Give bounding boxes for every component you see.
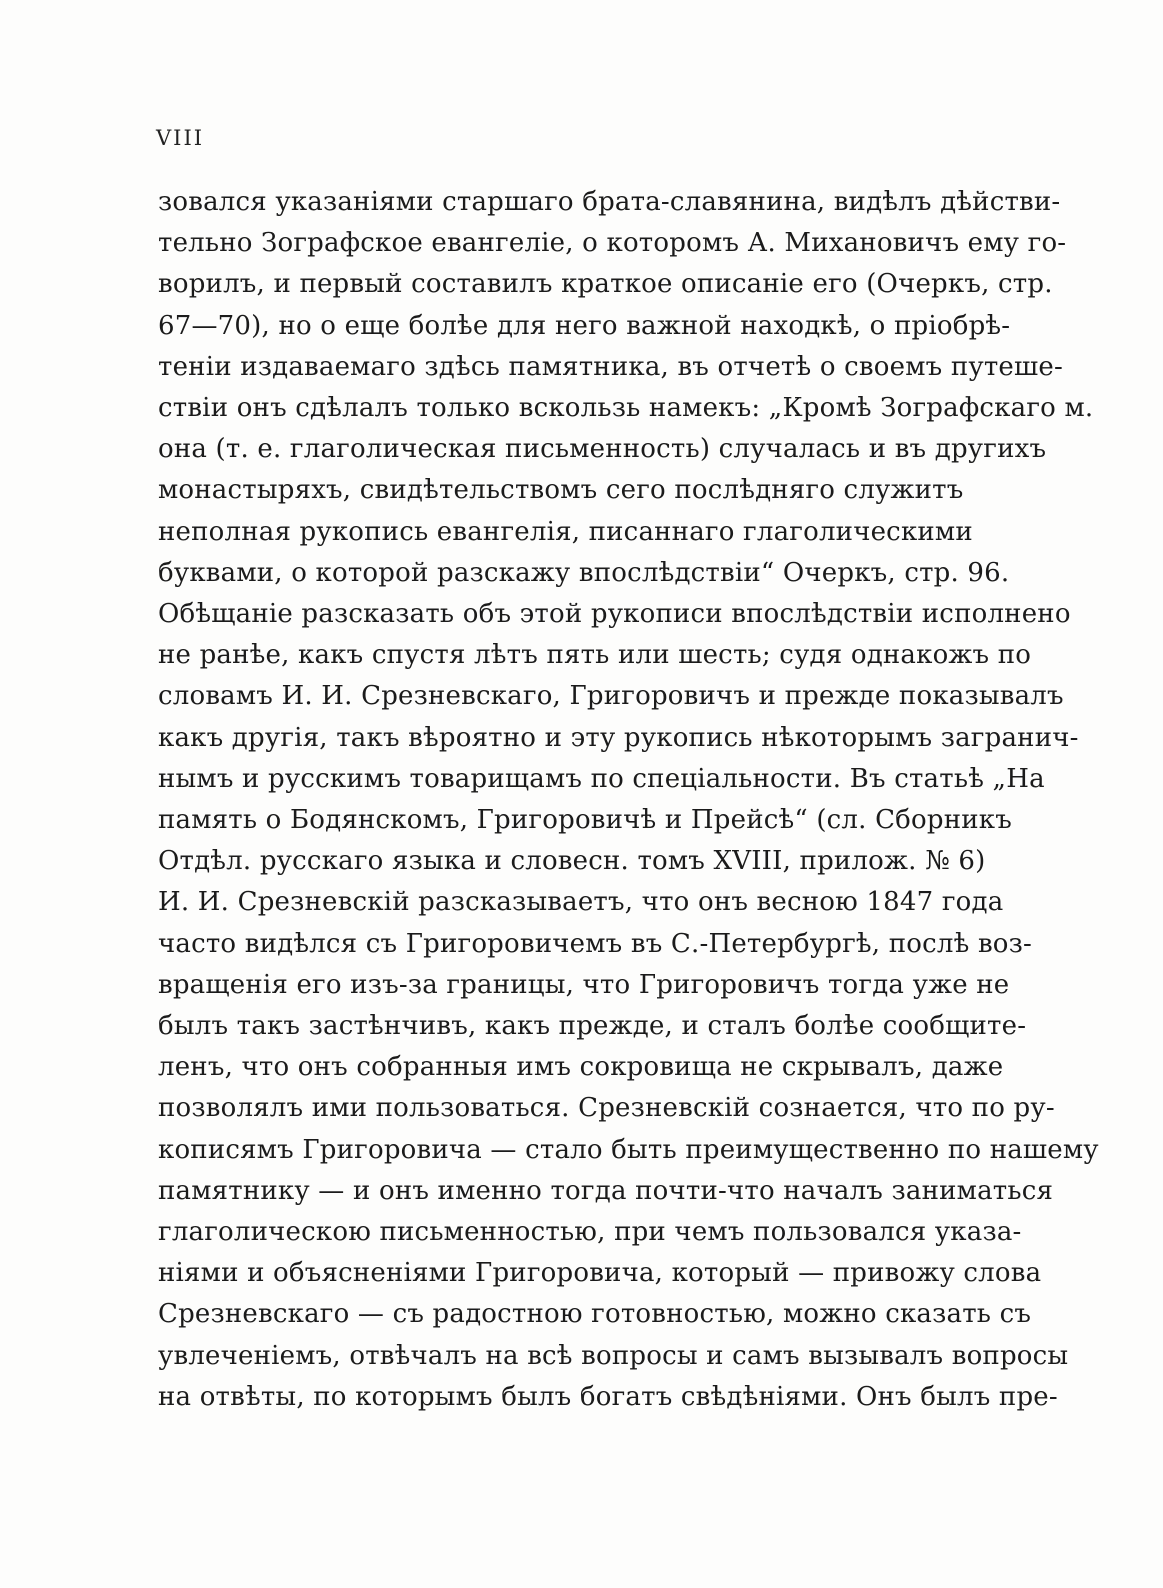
text-line: нымъ и русскимъ товарищамъ по спеціальности. Въ статьѣ „На <box>158 763 1045 794</box>
text-line: кописямъ Григоровича — стало быть преимущественно по нашему <box>158 1134 1099 1165</box>
text-line: вращенія его изъ-за границы, что Григоровичъ тогда уже не <box>158 969 1010 1000</box>
text-line: часто видѣлся съ Григоровичемъ въ С.-Петербургѣ, послѣ воз- <box>158 928 1033 959</box>
text-line: ніями и объясненіями Григоровича, который — привожу слова <box>158 1258 1042 1289</box>
text-line: памятнику — и онъ именно тогда почти-что началъ заниматься <box>158 1175 1054 1206</box>
text-line: тельно Зографское евангеліе, о которомъ А. Михановичъ ему го- <box>158 228 1067 259</box>
text-line: былъ такъ застѣнчивъ, какъ прежде, и сталъ болѣе сообщите- <box>158 1011 1027 1042</box>
text-line: зовался указаніями старшаго брата-славянина, видѣлъ дѣйстви- <box>158 187 1061 217</box>
text-line: ствіи онъ сдѣлалъ только вскользь намекъ: „Кромѣ Зографскаго м. <box>158 393 1094 424</box>
text-line: Обѣщаніе разсказать объ этой рукописи впослѣдствіи исполнено <box>158 599 1071 630</box>
text-line: она (т. е. глаголическая письменность) случалась и въ другихъ <box>158 434 1047 465</box>
text-line: память о Бодянскомъ, Григоровичѣ и Прейсѣ“ (сл. Сборникъ <box>158 805 1012 836</box>
page-number: VIII <box>156 126 205 150</box>
text-line: ворилъ, и первый составилъ краткое описаніе его (Очеркъ, стр. <box>158 269 1053 300</box>
text-line: позволялъ ими пользоваться. Срезневскій сознается, что по ру- <box>158 1093 1055 1124</box>
text-line: 67—70), но о еще болѣе для него важной находкѣ, о пріобрѣ- <box>158 310 1011 341</box>
text-line: монастыряхъ, свидѣтельствомъ сего послѣдняго служитъ <box>158 475 964 506</box>
text-line: буквами, о которой разскажу впослѣдствіи“ Очеркъ, стр. 96. <box>158 557 1010 588</box>
text-block <box>158 182 1099 1418</box>
text-line: на отвѣты, по которымъ былъ богатъ свѣдѣніями. Онъ былъ пре- <box>158 1381 1058 1412</box>
text-line: Срезневскаго — съ радостною готовностью, можно сказать съ <box>158 1299 1032 1330</box>
text-line: ленъ, что онъ собранныя имъ сокровища не скрывалъ, даже <box>158 1052 1004 1083</box>
text-line: словамъ И. И. Срезневскаго, Григоровичъ и прежде показывалъ <box>158 681 1064 712</box>
text-line: неполная рукопись евангелія, писаннаго глаголическими <box>158 516 973 547</box>
text-line: какъ другія, такъ вѣроятно и эту рукопись нѣкоторымъ загранич- <box>158 722 1079 753</box>
text-line: не ранѣе, какъ спустя лѣтъ пять или шесть; судя однакожъ по <box>158 640 1032 671</box>
text-line: увлеченіемъ, отвѣчалъ на всѣ вопросы и самъ вызывалъ вопросы <box>158 1340 1069 1371</box>
text-line: теніи издаваемаго здѣсь памятника, въ отчетѣ о своемъ путеше- <box>158 351 1063 382</box>
text-line: глаголическою письменностью, при чемъ пользовался указа- <box>158 1217 1022 1248</box>
text-line: Отдѣл. русскаго языка и словесн. томъ XVIII, прилож. № 6) <box>158 846 986 877</box>
text-line: И. И. Срезневскій разсказываетъ, что онъ весною 1847 года <box>158 887 1004 918</box>
